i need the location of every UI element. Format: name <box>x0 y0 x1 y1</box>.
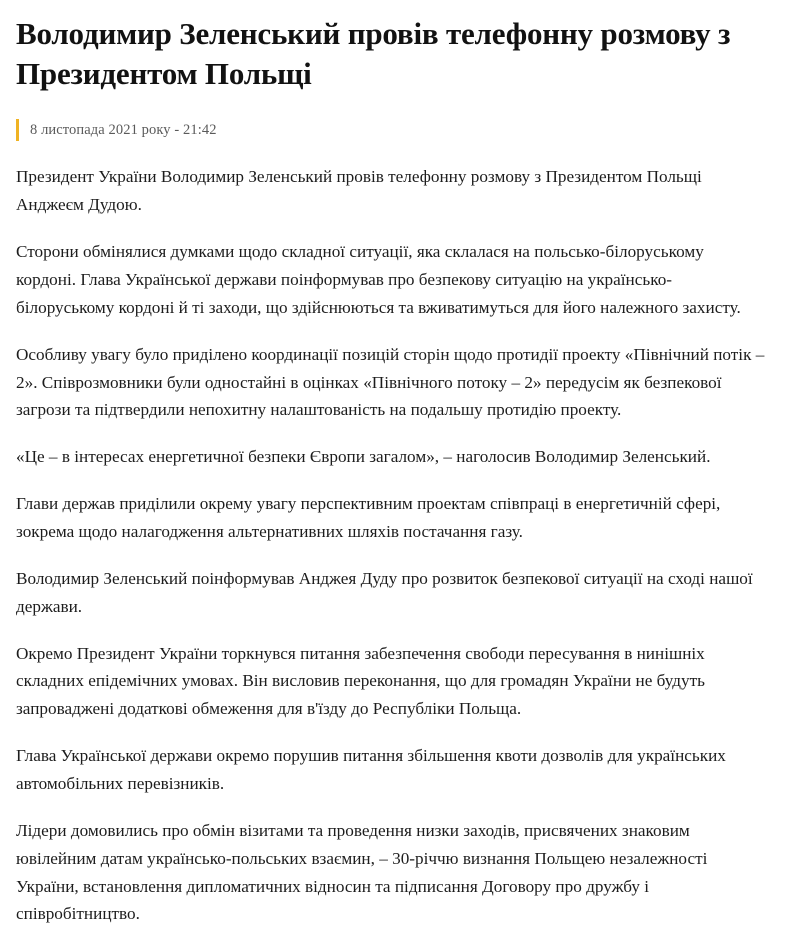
page-title: Володимир Зеленський провів телефонну розмову з Президентом Польщі <box>16 16 731 91</box>
publish-date: 8 листопада 2021 року - 21:42 <box>30 121 217 138</box>
article-paragraph: Володимир Зеленський поінформував Анджея Дуду про розвиток безпекової ситуації на сході нашої держави. <box>16 568 753 616</box>
accent-bar <box>16 119 19 141</box>
article-paragraph: Глава Української держави окремо порушив питання збільшення квоти дозволів для українських автомобільних перевізників. <box>16 746 726 793</box>
article-paragraph: Президент України Володимир Зеленський провів телефонну розмову з Президентом Польщі Анджеєм Дудою. <box>16 167 702 215</box>
article-paragraph: «Це – в інтересах енергетичної безпеки Європи загалом», – наголосив Володимир Зеленський. <box>16 447 711 467</box>
article-paragraph: Глави держав приділили окрему увагу перспективним проектам співпраці в енергетичній сфері, зокрема щодо налагодження альтернативних шляхів постачання газу. <box>16 494 721 541</box>
article-paragraph: Особливу увагу було приділено координації позицій сторін щодо протидії проекту «Північний потік – 2». Співрозмовники були одностайні в оцінках «Північного потоку – 2» передусім як безпекової загрози та підтвердили непохитну налаштованість на подальшу протидію проекту. <box>16 344 765 420</box>
article-paragraph: Лідери домовились про обмін візитами та проведення низки заходів, присвячених знаковим ювілейним датам українсько-польських взаємин, – 30-річчю визнання Польщею незалежності України, встановлення дипломатичних відносин та підписання Договору про дружбу і співробітництво. <box>16 820 708 924</box>
article-paragraph: Окремо Президент України торкнувся питання забезпечення свободи пересування в нинішніх складних епідемічних умовах. Він висловив переконання, що для громадян України не будуть запроваджені додаткові обмеження для в'їзду до Республіки Польща. <box>16 643 705 719</box>
article-meta <box>16 119 772 141</box>
article-paragraph: Сторони обмінялися думками щодо складної ситуації, яка склалася на польсько-білоруському кордоні. Глава Української держави поінформував про безпекову ситуацію на українсько-білоруському кордоні й ті заходи, що здійснюються та вживатимуться для його належного захисту. <box>16 242 741 317</box>
article-body <box>14 163 772 928</box>
